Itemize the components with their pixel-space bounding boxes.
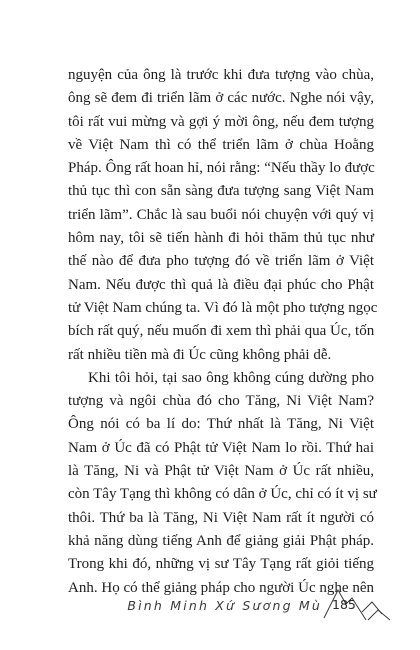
text-line: Khi tôi hỏi, tại sao ông không cúng dường pho xyxy=(88,369,374,386)
running-footer-title: Bình Minh Xứ Sương Mù xyxy=(127,598,322,613)
text-line: Pháp. Ông rất hoan hỉ, nói rằng: “Nếu thầy lo được xyxy=(68,160,375,177)
text-line: Anh. Họ có thể giảng pháp cho người Úc nghe nên xyxy=(68,579,374,596)
text-line: tử Việt Nam chúng ta. Vì đó là một pho tượng ngọc xyxy=(68,299,378,316)
text-line: tượng và ngôi chùa đó cho Tăng, Ni Việt Nam? xyxy=(68,393,374,410)
text-line: rất nhiều tiền mà đi Úc cũng không phải dễ. xyxy=(68,346,332,363)
text-line: Nam. Nếu được thì quả là điều đại phúc cho Phật xyxy=(68,276,374,293)
text-line: thủ tục thì con sẵn sàng đưa tượng sang Việt Nam xyxy=(68,183,374,200)
text-line: khả năng dùng tiếng Anh để giảng giải Phật pháp. xyxy=(68,532,374,549)
text-line: tôi rất vui mừng và gợi ý mời ông, nếu đem tượng xyxy=(68,113,374,130)
text-line: Ông nói có ba lí do: Thứ nhất là Tăng, Ni Việt xyxy=(68,416,374,433)
body-text xyxy=(68,64,378,600)
page-footer xyxy=(0,588,420,628)
text-line: Trong khi đó, những vị sư Tây Tạng rất giỏi tiếng xyxy=(68,556,374,573)
text-line: bích rất quý, nếu muốn đi xem thì phải qua Úc, tốn xyxy=(68,323,375,340)
text-line: là Tăng, Ni và Phật tử Việt Nam ở Úc rất nhiều, xyxy=(68,463,374,480)
text-line: ông sẽ đem đi triển lãm ở các nước. Nghe nói vậy, xyxy=(68,90,374,107)
text-line: triển lãm”. Chắc là sau buổi nói chuyện với quý vị xyxy=(68,206,374,223)
text-line: còn Tây Tạng thì không có dân ở Úc, chỉ có ít vị sư xyxy=(68,486,377,503)
text-line: thôi. Thứ ba là Tăng, Ni Việt Nam rất ít người có xyxy=(68,509,374,526)
page-number: 185 xyxy=(332,597,356,612)
text-line: hôm nay, tôi sẽ tiến hành đi hỏi thăm thủ tục như xyxy=(68,230,374,247)
text-line: về Việt Nam thì có thể triển lãm ở chùa Hoằng xyxy=(68,136,374,153)
text-line: thế nào để đưa pho tượng đó về triển lãm ở Việt xyxy=(68,253,374,270)
text-line: nguyện của ông là trước khi đưa tượng vào chùa, xyxy=(68,67,374,83)
text-line: Nam ở Úc đã có Phật tử Việt Nam lo rồi. Thứ hai xyxy=(68,439,374,456)
